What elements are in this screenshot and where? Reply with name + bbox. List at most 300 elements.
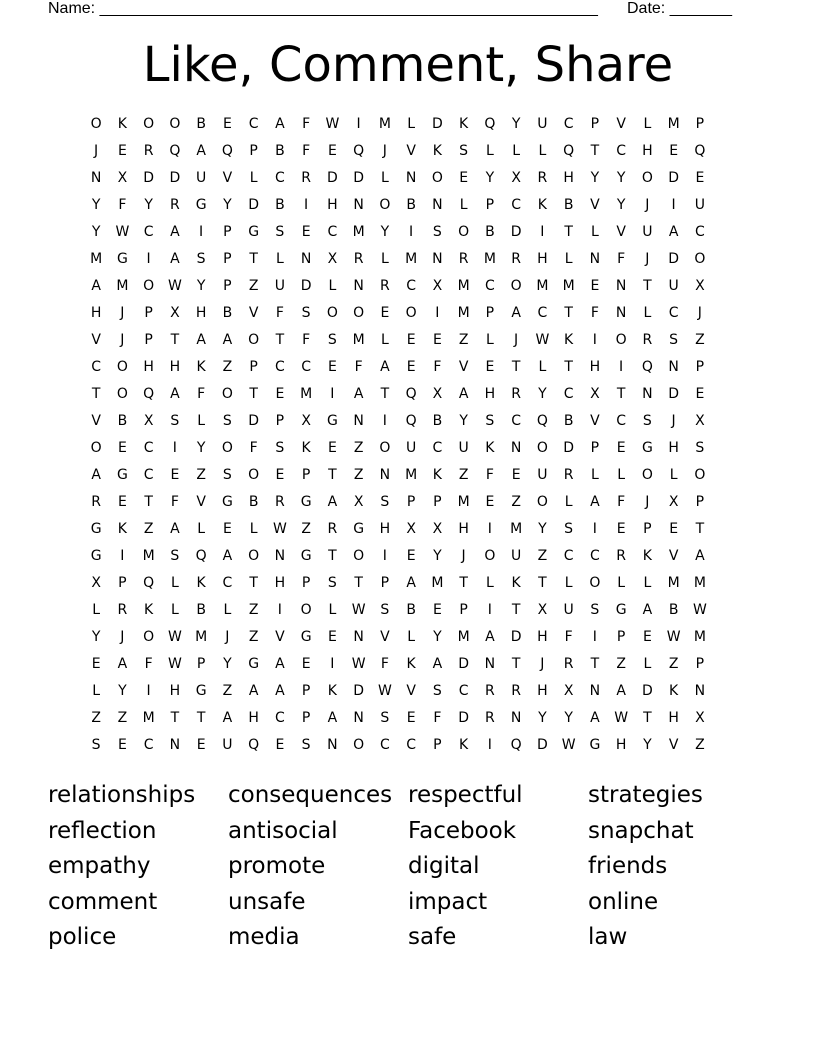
- grid-letter: I: [382, 548, 387, 564]
- grid-letter: O: [353, 548, 365, 564]
- date-field-label: Date: _______: [627, 0, 732, 17]
- grid-letter: X: [327, 251, 338, 267]
- grid-letter: S: [642, 413, 652, 429]
- grid-letter: I: [619, 359, 624, 375]
- grid-letter: T: [249, 251, 258, 267]
- grid-letter: S: [669, 332, 679, 348]
- grid-letter: G: [248, 224, 260, 240]
- grid-letter: P: [301, 575, 311, 591]
- page-title: Like, Comment, Share: [142, 37, 674, 93]
- grid-letter: O: [405, 305, 417, 321]
- grid-letter: Q: [405, 413, 417, 429]
- grid-letter: X: [406, 521, 416, 537]
- grid-letter: M: [116, 278, 129, 294]
- grid-letter: M: [142, 548, 155, 564]
- grid-letter: S: [485, 413, 495, 429]
- grid-letter: L: [485, 332, 494, 348]
- grid-letter: T: [564, 305, 573, 321]
- grid-letter: E: [432, 332, 442, 348]
- grid-letter: L: [564, 575, 573, 591]
- grid-letter: A: [196, 332, 206, 348]
- grid-letter: H: [484, 386, 496, 402]
- grid-letter: T: [643, 278, 652, 294]
- grid-letter: P: [485, 305, 495, 321]
- grid-letter: U: [668, 278, 679, 294]
- grid-letter: V: [668, 548, 679, 564]
- grid-letter: T: [354, 575, 363, 591]
- grid-letter: L: [564, 251, 573, 267]
- grid-letter: Y: [380, 224, 390, 240]
- grid-letter: R: [91, 494, 101, 510]
- grid-letter: L: [92, 683, 101, 699]
- grid-letter: X: [301, 413, 311, 429]
- grid-letter: P: [301, 710, 311, 726]
- grid-letter: Q: [169, 143, 181, 159]
- grid-letter: C: [274, 710, 285, 726]
- grid-letter: S: [564, 521, 574, 537]
- grid-letter: B: [432, 413, 443, 429]
- grid-letter: S: [695, 440, 705, 456]
- grid-letter: G: [195, 197, 207, 213]
- grid-letter: L: [643, 116, 652, 132]
- grid-letter: U: [222, 737, 233, 753]
- grid-letter: Q: [221, 143, 233, 159]
- grid-letter: P: [144, 332, 153, 348]
- grid-letter: A: [380, 359, 390, 375]
- word-list-item: digital: [408, 853, 480, 879]
- grid-letter: N: [353, 413, 364, 429]
- grid-letter: A: [91, 278, 101, 294]
- grid-letter: S: [380, 602, 390, 618]
- grid-letter: S: [590, 602, 600, 618]
- grid-letter: C: [616, 143, 627, 159]
- grid-letter: T: [616, 386, 626, 402]
- grid-letter: K: [406, 656, 416, 672]
- grid-letter: J: [225, 629, 230, 645]
- grid-letter: C: [91, 359, 102, 375]
- grid-letter: B: [196, 116, 206, 132]
- grid-letter: V: [406, 683, 416, 699]
- grid-letter: C: [143, 440, 154, 456]
- grid-letter: O: [379, 440, 391, 456]
- name-field-label: Name: ________________________________________________________: [48, 0, 598, 17]
- grid-letter: J: [645, 197, 650, 213]
- grid-letter: N: [432, 251, 443, 267]
- grid-letter: O: [300, 602, 312, 618]
- grid-letter: S: [275, 440, 285, 456]
- grid-letter: Z: [353, 467, 364, 483]
- grid-letter: L: [170, 602, 179, 618]
- grid-letter: K: [432, 143, 442, 159]
- grid-letter: M: [483, 251, 496, 267]
- grid-letter: X: [170, 305, 180, 321]
- word-list-item: empathy: [48, 853, 151, 879]
- grid-letter: U: [274, 278, 285, 294]
- grid-letter: K: [459, 737, 469, 753]
- grid-letter: A: [275, 683, 285, 699]
- grid-letter: A: [327, 494, 338, 510]
- grid-letter: A: [616, 683, 626, 699]
- grid-letter: I: [487, 602, 492, 618]
- word-list-item: safe: [408, 924, 457, 950]
- grid-letter: R: [458, 251, 469, 267]
- grid-letter: T: [170, 332, 180, 348]
- grid-letter: K: [459, 116, 469, 132]
- grid-letter: E: [616, 521, 626, 537]
- grid-letter: W: [167, 656, 182, 672]
- grid-letter: Q: [248, 737, 260, 753]
- grid-letter: Y: [590, 170, 600, 186]
- grid-letter: A: [485, 629, 495, 645]
- grid-letter: N: [510, 710, 522, 726]
- grid-letter: O: [248, 467, 260, 483]
- grid-letter: D: [353, 170, 365, 186]
- grid-letter: B: [196, 602, 206, 618]
- grid-letter: O: [484, 548, 496, 564]
- grid-letter: C: [484, 278, 495, 294]
- grid-letter: K: [117, 116, 127, 132]
- grid-letter: X: [590, 386, 600, 402]
- grid-letter: V: [222, 170, 233, 186]
- grid-letter: U: [537, 116, 548, 132]
- grid-letter: O: [90, 116, 102, 132]
- grid-letter: K: [301, 440, 311, 456]
- grid-letter: E: [275, 467, 285, 483]
- grid-letter: Y: [223, 197, 232, 213]
- grid-letter: C: [143, 224, 154, 240]
- grid-letter: O: [353, 737, 365, 753]
- grid-letter: T: [328, 467, 337, 483]
- grid-letter: X: [511, 170, 521, 186]
- grid-letter: O: [641, 467, 653, 483]
- word-list-item: impact: [408, 888, 488, 915]
- grid-letter: G: [589, 737, 601, 753]
- grid-letter: F: [302, 332, 311, 348]
- word-list-item: respectful: [408, 782, 523, 808]
- grid-letter: P: [301, 467, 311, 483]
- grid-letter: Y: [616, 170, 626, 186]
- grid-letter: A: [642, 602, 653, 618]
- grid-letter: H: [169, 683, 181, 699]
- word-list-item: relationships: [48, 782, 196, 808]
- grid-letter: N: [668, 359, 679, 375]
- grid-letter: Y: [433, 548, 442, 564]
- grid-letter: F: [197, 386, 206, 402]
- grid-letter: D: [536, 737, 548, 753]
- grid-letter: A: [275, 116, 285, 132]
- grid-letter: H: [195, 305, 207, 321]
- grid-letter: L: [538, 143, 547, 159]
- grid-letter: A: [248, 683, 259, 699]
- grid-letter: Y: [538, 521, 547, 537]
- grid-letter: N: [300, 251, 312, 267]
- grid-letter: R: [616, 548, 626, 564]
- grid-letter: U: [406, 440, 417, 456]
- grid-letter: W: [535, 332, 550, 348]
- grid-letter: P: [433, 737, 442, 753]
- grid-letter: R: [353, 251, 364, 267]
- grid-letter: T: [511, 359, 521, 375]
- grid-letter: V: [668, 737, 679, 753]
- grid-letter: I: [146, 251, 151, 267]
- grid-letter: M: [457, 494, 470, 510]
- grid-letter: E: [327, 359, 337, 375]
- grid-letter: J: [382, 143, 387, 159]
- grid-letter: I: [487, 521, 492, 537]
- grid-letter: E: [222, 116, 232, 132]
- grid-letter: U: [563, 602, 574, 618]
- grid-letter: R: [511, 683, 521, 699]
- grid-letter: G: [300, 629, 312, 645]
- grid-letter: K: [196, 359, 206, 375]
- grid-letter: E: [327, 143, 337, 159]
- grid-letter: J: [697, 305, 702, 321]
- grid-letter: D: [431, 116, 443, 132]
- grid-letter: Z: [117, 710, 128, 726]
- grid-letter: H: [537, 629, 548, 645]
- grid-letter: K: [537, 197, 547, 213]
- grid-letter: S: [301, 737, 311, 753]
- grid-letter: S: [327, 575, 337, 591]
- grid-letter: Z: [353, 440, 364, 456]
- grid-letter: N: [405, 170, 417, 186]
- grid-letter: P: [616, 629, 626, 645]
- grid-letter: E: [117, 440, 127, 456]
- grid-letter: D: [563, 440, 575, 456]
- grid-letter: Y: [511, 116, 521, 132]
- grid-letter: O: [248, 332, 260, 348]
- grid-letter: Y: [223, 656, 232, 672]
- grid-letter: L: [485, 575, 494, 591]
- grid-letter: L: [643, 656, 652, 672]
- grid-letter: Y: [91, 224, 101, 240]
- grid-letter: S: [170, 413, 180, 429]
- grid-letter: E: [222, 521, 232, 537]
- grid-letter: V: [91, 332, 101, 348]
- grid-letter: N: [169, 737, 181, 753]
- grid-letter: X: [563, 683, 574, 699]
- grid-letter: N: [510, 440, 522, 456]
- grid-letter: Z: [301, 521, 311, 537]
- grid-letter: Z: [458, 467, 469, 483]
- grid-letter: J: [120, 332, 125, 348]
- grid-letter: Z: [695, 737, 705, 753]
- grid-letter: L: [564, 494, 573, 510]
- grid-letter: I: [409, 224, 414, 240]
- grid-letter: C: [511, 197, 522, 213]
- grid-letter: C: [274, 359, 285, 375]
- grid-letter: K: [432, 467, 442, 483]
- grid-letter: M: [693, 575, 706, 591]
- grid-letter: O: [116, 386, 128, 402]
- grid-letter: B: [406, 197, 416, 213]
- grid-letter: N: [694, 683, 706, 699]
- grid-letter: L: [328, 278, 337, 294]
- grid-letter: O: [431, 170, 443, 186]
- grid-letter: A: [170, 251, 180, 267]
- grid-letter: D: [668, 170, 680, 186]
- grid-letter: M: [431, 575, 444, 591]
- grid-letter: I: [330, 386, 335, 402]
- grid-letter: Y: [196, 278, 206, 294]
- grid-letter: X: [143, 413, 154, 429]
- grid-letter: P: [223, 224, 232, 240]
- grid-letter: C: [511, 413, 522, 429]
- grid-letter: M: [457, 629, 470, 645]
- grid-letter: O: [221, 440, 233, 456]
- grid-letter: T: [643, 710, 652, 726]
- grid-letter: N: [589, 251, 601, 267]
- grid-letter: P: [590, 116, 600, 132]
- grid-letter: C: [143, 467, 154, 483]
- grid-letter: N: [274, 548, 286, 564]
- grid-letter: F: [617, 494, 626, 510]
- grid-letter: S: [301, 305, 311, 321]
- grid-letter: J: [514, 332, 519, 348]
- grid-letter: V: [91, 413, 101, 429]
- word-list-item: consequences: [228, 782, 393, 808]
- grid-letter: H: [458, 521, 469, 537]
- grid-letter: A: [406, 575, 416, 591]
- grid-letter: Q: [353, 143, 365, 159]
- grid-letter: F: [590, 305, 599, 321]
- grid-letter: J: [120, 629, 125, 645]
- grid-letter: Q: [143, 575, 155, 591]
- grid-letter: O: [641, 170, 653, 186]
- grid-letter: D: [353, 683, 365, 699]
- grid-letter: E: [301, 224, 311, 240]
- grid-letter: R: [327, 521, 338, 537]
- grid-letter: Q: [195, 548, 207, 564]
- grid-letter: E: [327, 440, 337, 456]
- grid-letter: L: [485, 143, 494, 159]
- grid-letter: T: [459, 575, 468, 591]
- grid-letter: L: [380, 332, 389, 348]
- grid-letter: M: [510, 521, 523, 537]
- grid-letter: F: [302, 143, 311, 159]
- grid-letter: A: [275, 656, 285, 672]
- grid-letter: D: [169, 170, 181, 186]
- grid-letter: L: [407, 629, 416, 645]
- grid-letter: D: [458, 710, 470, 726]
- grid-letter: P: [695, 116, 705, 132]
- grid-letter: O: [143, 278, 155, 294]
- grid-letter: L: [380, 251, 389, 267]
- grid-letter: F: [275, 305, 284, 321]
- word-list-item: snapchat: [588, 817, 694, 844]
- grid-letter: B: [406, 602, 416, 618]
- grid-letter: N: [353, 710, 364, 726]
- grid-letter: E: [616, 440, 626, 456]
- grid-letter: D: [300, 278, 312, 294]
- grid-letter: Y: [118, 683, 127, 699]
- grid-letter: P: [695, 656, 705, 672]
- grid-letter: G: [641, 440, 653, 456]
- grid-letter: I: [277, 602, 282, 618]
- grid-letter: G: [90, 521, 102, 537]
- grid-letter: H: [642, 143, 653, 159]
- grid-letter: O: [116, 359, 128, 375]
- grid-letter: Z: [248, 602, 259, 618]
- grid-letter: X: [117, 170, 128, 186]
- grid-letter: F: [433, 710, 442, 726]
- grid-letter: R: [642, 332, 653, 348]
- grid-letter: E: [695, 170, 705, 186]
- grid-letter: F: [170, 494, 179, 510]
- grid-letter: V: [590, 413, 600, 429]
- word-list-item: police: [48, 924, 117, 950]
- grid-letter: V: [406, 143, 416, 159]
- grid-letter: T: [380, 386, 390, 402]
- grid-letter: G: [90, 548, 102, 564]
- grid-letter: E: [117, 143, 127, 159]
- grid-letter: G: [615, 602, 627, 618]
- grid-letter: V: [275, 629, 285, 645]
- grid-letter: U: [458, 440, 469, 456]
- grid-letter: J: [94, 143, 99, 159]
- grid-letter: L: [275, 251, 284, 267]
- grid-letter: O: [458, 224, 470, 240]
- grid-letter: O: [326, 305, 338, 321]
- grid-letter: I: [487, 737, 492, 753]
- letter-grid: [83, 111, 733, 759]
- grid-letter: J: [671, 413, 676, 429]
- grid-letter: I: [435, 305, 440, 321]
- grid-letter: C: [274, 170, 285, 186]
- grid-letter: O: [536, 440, 548, 456]
- grid-letter: L: [643, 305, 652, 321]
- grid-letter: Y: [459, 413, 468, 429]
- grid-letter: Y: [91, 629, 101, 645]
- grid-letter: L: [249, 521, 258, 537]
- grid-letter: G: [116, 467, 128, 483]
- grid-letter: L: [617, 467, 626, 483]
- grid-letter: V: [616, 116, 626, 132]
- grid-letter: Q: [641, 359, 653, 375]
- grid-letter: D: [668, 386, 680, 402]
- grid-letter: A: [222, 332, 233, 348]
- grid-letter: C: [432, 440, 443, 456]
- grid-letter: L: [197, 413, 206, 429]
- word-list-item: strategies: [588, 782, 703, 808]
- grid-letter: U: [642, 224, 653, 240]
- grid-letter: I: [540, 224, 545, 240]
- grid-letter: O: [90, 440, 102, 456]
- grid-letter: R: [537, 170, 548, 186]
- grid-letter: S: [459, 143, 469, 159]
- grid-letter: Z: [196, 467, 206, 483]
- grid-letter: T: [196, 710, 206, 726]
- grid-letter: X: [695, 278, 705, 294]
- grid-letter: N: [484, 656, 496, 672]
- grid-letter: P: [406, 494, 416, 510]
- grid-letter: Z: [248, 629, 259, 645]
- grid-letter: Y: [616, 197, 626, 213]
- grid-letter: L: [223, 602, 232, 618]
- grid-letter: O: [510, 278, 522, 294]
- grid-letter: M: [142, 710, 155, 726]
- grid-letter: W: [167, 278, 182, 294]
- grid-letter: S: [222, 467, 232, 483]
- grid-letter: E: [196, 737, 206, 753]
- grid-letter: K: [117, 521, 127, 537]
- grid-letter: E: [511, 467, 521, 483]
- grid-letter: Z: [511, 494, 521, 510]
- grid-letter: W: [666, 629, 681, 645]
- grid-letter: P: [223, 278, 232, 294]
- grid-letter: H: [90, 305, 102, 321]
- grid-letter: T: [91, 386, 101, 402]
